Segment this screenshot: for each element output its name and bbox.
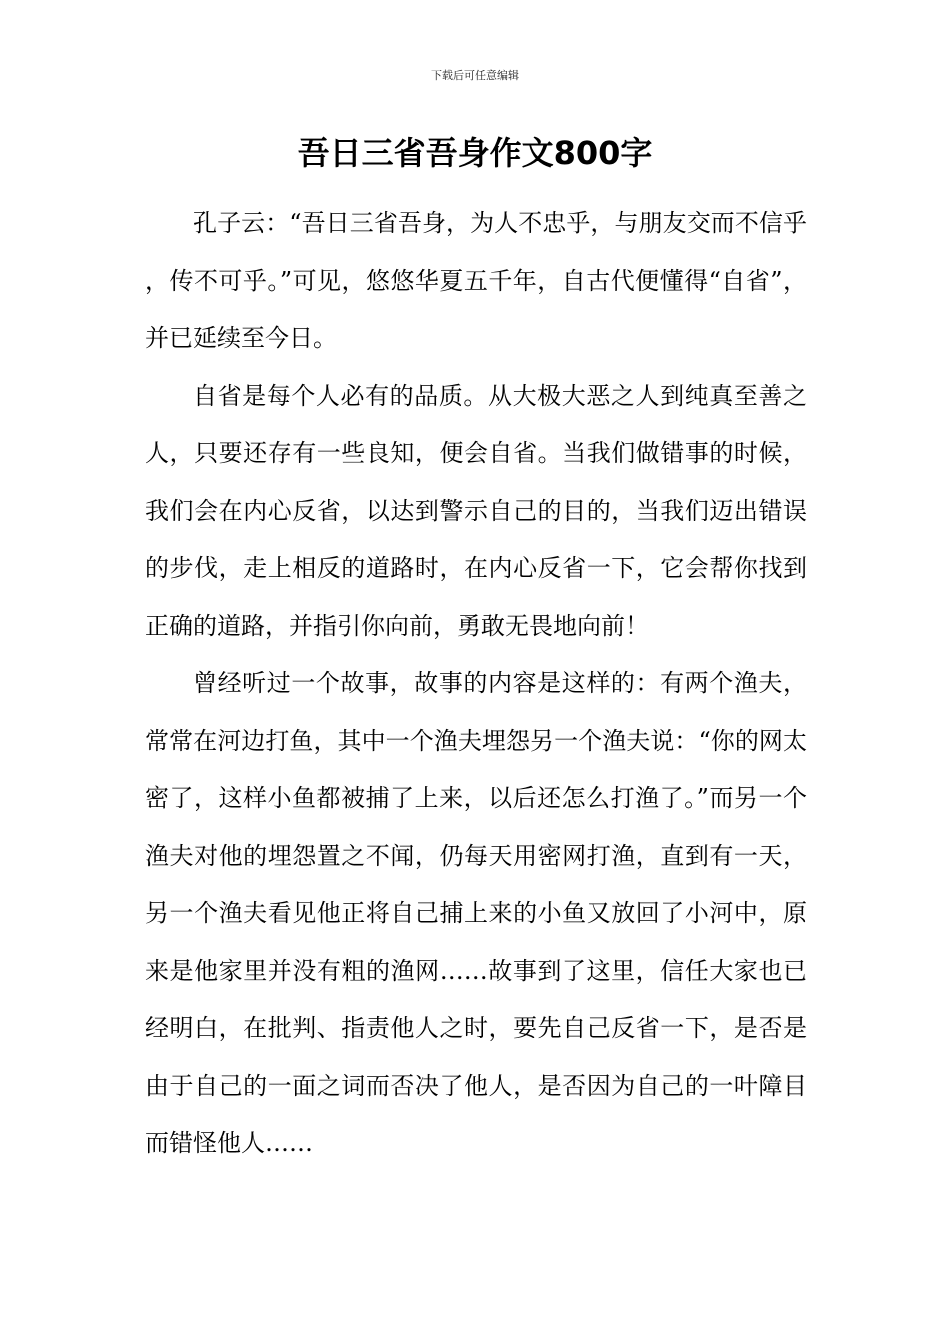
paragraph-1: 孔子云：“吾日三省吾身，为人不忠乎，与朋友交而不信乎，传不可乎。”可见，悠悠华夏五千年，自古代便懂得“自省”，并已延续至今日。 [145, 209, 807, 352]
document-title: 吾日三省吾身作文800字 [297, 134, 653, 172]
header-note: 下载后可任意编辑 [431, 69, 519, 82]
document-body [145, 195, 807, 1173]
paragraph-3: 曾经听过一个故事，故事的内容是这样的：有两个渔夫，常常在河边打鱼，其中一个渔夫埋怨另一个渔夫说：“你的网太密了，这样小鱼都被捕了上来，以后还怎么打渔了。”而另一个渔夫对他的埋怨置之不闻，仍每天用密网打渔，直到有一天，另一个渔夫看见他正将自己捕上来的小鱼又放回了小河中，原来是他家里并没有粗的渔网……故事到了这里，信任大家也已经明白，在批判、指责他人之时，要先自己反省一下，是否是由于自己的一面之词而否决了他人，是否因为自己的一叶障目而错怪他人…… [145, 669, 807, 1157]
paragraph-2: 自省是每个人必有的品质。从大极大恶之人到纯真至善之人，只要还存有一些良知，便会自省。当我们做错事的时候，我们会在内心反省，以达到警示自己的目的，当我们迈出错误的步伐，走上相反的道路时，在内心反省一下，它会帮你找到正确的道路，并指引你向前，勇敢无畏地向前！ [145, 381, 807, 640]
